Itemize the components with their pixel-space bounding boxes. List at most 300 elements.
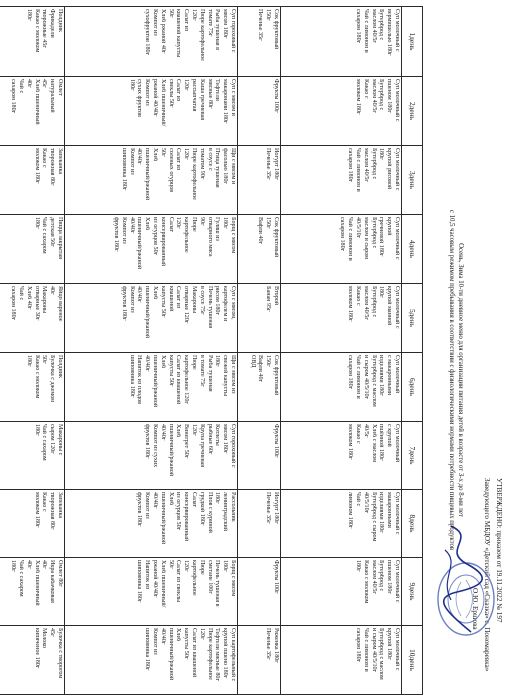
menu-cell bbox=[238, 626, 281, 695]
menu-cell bbox=[65, 422, 238, 490]
menu-cell bbox=[238, 558, 281, 626]
dish-line: Хлеб bbox=[152, 286, 159, 300]
dish-line: Омлет bbox=[57, 79, 63, 96]
menu-cell bbox=[65, 284, 238, 353]
dish-line: и сыром 40/5/10г bbox=[370, 628, 377, 673]
dish-line: 180г bbox=[10, 560, 17, 572]
menu-table bbox=[0, 6, 423, 695]
dish-line: Икра кабачковая bbox=[49, 560, 56, 603]
dish-line: Гуляш из bbox=[214, 217, 221, 241]
dish-line: Фрукты 100г bbox=[273, 560, 279, 594]
dish-line: 180г bbox=[33, 424, 40, 436]
dish-line: Пюре картофельное bbox=[191, 148, 198, 200]
dish-line: Печенье 35г bbox=[265, 492, 272, 524]
dish-line: Бутерброд с сыром bbox=[370, 492, 377, 542]
menu-cell bbox=[238, 215, 281, 284]
menu-cell bbox=[281, 353, 402, 422]
document-title bbox=[447, 170, 465, 590]
dish-line: Винегрет 50г bbox=[183, 424, 190, 459]
snack-row bbox=[0, 7, 65, 695]
dish-line: Бутерброд с bbox=[370, 217, 377, 249]
dish-line: лимоном 180г bbox=[347, 492, 354, 529]
dish-line: квашеной капусты bbox=[175, 9, 182, 58]
menu-cell bbox=[281, 77, 402, 146]
dish-line: картофельное 120г bbox=[183, 355, 190, 404]
menu-cell bbox=[281, 146, 402, 215]
dish-line: шиповника 180г bbox=[136, 560, 143, 603]
dish-line: вермишелью 180г bbox=[386, 9, 393, 56]
menu-cell bbox=[281, 422, 402, 490]
dish-line: соленых огурцов bbox=[167, 148, 174, 193]
dish-line: квашеной bbox=[167, 286, 174, 312]
menu-cell bbox=[281, 626, 402, 695]
dish-line: 120г bbox=[191, 9, 198, 21]
dish-line: Бутерброд с bbox=[378, 79, 385, 111]
dish-line: 180г bbox=[378, 286, 385, 298]
dish-line: Чай с bbox=[355, 492, 362, 507]
dish-line: кипяченое 180г bbox=[33, 628, 40, 669]
menu-cell bbox=[65, 7, 238, 77]
dish-line: Суп молочный с bbox=[394, 560, 400, 603]
dish-line: Хлеб bbox=[159, 355, 166, 369]
dish-line: шиповника 180г bbox=[128, 355, 135, 398]
dish-line: Какао с bbox=[355, 286, 362, 306]
dish-line: Птица тушеная bbox=[214, 148, 221, 188]
dish-line: макаронными bbox=[386, 492, 393, 528]
dish-line: Компот из сухих bbox=[152, 424, 159, 468]
dish-line: Какао с bbox=[355, 424, 362, 444]
dish-line: пшеничный/ржаной 40/40г bbox=[128, 217, 143, 270]
dish-line: Хлеб 40г bbox=[25, 286, 32, 310]
dish-line: молоком 180г bbox=[347, 424, 354, 460]
dish-line: Хлеб пшеничный/ржаной 40/40г bbox=[152, 79, 166, 127]
dish-line: сахаром 180г bbox=[347, 148, 354, 183]
dish-line: рассыпчатая bbox=[191, 79, 198, 112]
dish-line: детская 50г bbox=[49, 217, 56, 247]
dish-line: в соусе 75г bbox=[198, 286, 205, 315]
dish-line: 150г bbox=[265, 217, 272, 229]
dish-line: 120г bbox=[183, 148, 190, 160]
dish-line: Хлеб bbox=[152, 148, 159, 162]
dish-line: из огурцов 50г bbox=[152, 217, 159, 256]
menu-cell bbox=[238, 7, 281, 77]
menu-cell bbox=[0, 146, 65, 215]
dish-line: сахаром 180г bbox=[339, 217, 346, 252]
menu-cell bbox=[0, 77, 65, 146]
menu-cell bbox=[281, 215, 402, 284]
dish-line: сыром 120г bbox=[49, 424, 56, 454]
dish-line: грудкой 180г bbox=[198, 492, 205, 526]
dish-line: Макароны bbox=[191, 286, 198, 314]
dish-line: Чай с лимоном и bbox=[355, 148, 362, 192]
menu-cell bbox=[0, 353, 65, 422]
dish-line: Какао с молоком bbox=[33, 9, 40, 53]
dish-line: Салат из bbox=[183, 9, 190, 32]
dish-line: Хлеб bbox=[167, 492, 174, 506]
dish-line: маслом 40/5г bbox=[362, 286, 369, 320]
dish-line: Чай с лимоном и bbox=[355, 355, 362, 399]
dish-line: Суп молочный с bbox=[394, 492, 400, 535]
menu-cell bbox=[0, 215, 65, 284]
dish-line: Хлеб с маслом bbox=[370, 424, 377, 463]
dish-line: 120г bbox=[191, 424, 198, 436]
menu-cell bbox=[238, 490, 281, 558]
dish-line: Хлеб bbox=[175, 424, 182, 438]
dish-line: Рыба тушеная в bbox=[214, 9, 221, 51]
menu-cell bbox=[281, 558, 402, 626]
dish-line: пшеничный/ржаной 40/40г bbox=[159, 628, 174, 681]
menu-cell bbox=[65, 215, 238, 284]
dish-line: 90г bbox=[198, 217, 205, 226]
dish-line: Чай с сахаром bbox=[41, 424, 48, 461]
dish-line: Чай с сахаром bbox=[18, 560, 25, 597]
dish-line: натуральный bbox=[49, 79, 56, 113]
approval-line-head: Заведующего МБДОУ «Детский сад «Сказка» с. Пономаревка» bbox=[483, 478, 491, 672]
dish-line: Крупа гречневая bbox=[198, 424, 205, 468]
dish-line: Второй bbox=[273, 286, 279, 306]
dish-line: Хлеб bbox=[144, 217, 151, 231]
dish-line: 120г bbox=[175, 217, 182, 229]
menu-cell bbox=[65, 626, 238, 695]
dish-line: мясные 80г bbox=[206, 79, 213, 109]
dish-line: Суп молочный с bbox=[394, 9, 400, 52]
dish-line: фруктов 180г bbox=[120, 286, 127, 321]
dish-line: с крупой bbox=[386, 424, 393, 447]
dish-line: 120г bbox=[183, 560, 190, 572]
menu-cell bbox=[65, 77, 238, 146]
dish-line: в соусе с bbox=[206, 148, 213, 171]
menu-cell bbox=[0, 626, 65, 695]
dish-line: фруктов 180г bbox=[144, 424, 151, 459]
dish-line: Хлеб bbox=[175, 628, 182, 642]
dish-line: картофелем и bbox=[222, 286, 229, 322]
dish-line: фруктов 180г bbox=[136, 492, 143, 527]
dish-line: Пюре bbox=[191, 217, 198, 232]
dish-line: Чай с лимоном и bbox=[347, 217, 354, 261]
dish-line: сахаром 180г bbox=[347, 355, 354, 390]
dish-line: ОВД bbox=[249, 355, 256, 368]
dish-line: 180г bbox=[33, 217, 40, 229]
dish-line: томате 75г bbox=[206, 9, 213, 37]
dish-line: 45г bbox=[49, 628, 56, 637]
approval-line-name: О.Ю. Ершова bbox=[471, 588, 479, 630]
menu-cell bbox=[65, 146, 238, 215]
dish-line: Борщ с мясом bbox=[230, 560, 236, 597]
menu-cell bbox=[281, 284, 402, 353]
dish-line: молоком 180г bbox=[33, 148, 40, 184]
dish-line: сахаром 180г bbox=[10, 286, 17, 321]
dish-line: Сок фруктовый bbox=[273, 9, 279, 50]
dish-line: творожная 80г bbox=[49, 492, 56, 530]
dish-line: 180г bbox=[128, 79, 135, 91]
dish-line: пшеничный/ржаной 40/40г bbox=[136, 286, 151, 339]
dish-line: свежей капусты bbox=[222, 355, 229, 397]
dish-line: Салат bbox=[167, 217, 174, 233]
dish-line: Салат из bbox=[175, 148, 182, 171]
dish-line: консервированный bbox=[183, 492, 190, 542]
dish-line: крупой манной bbox=[386, 286, 393, 326]
menu-body bbox=[0, 7, 402, 695]
day-header-9: 9день bbox=[402, 558, 423, 626]
dish-line: Бутерброд с маслом bbox=[378, 628, 385, 680]
dish-line: пшеном 180г bbox=[386, 560, 393, 594]
dish-line: Фрикадели bbox=[49, 9, 56, 38]
dish-line: Чай с bbox=[18, 286, 25, 301]
dish-line: капусты 50г bbox=[159, 286, 166, 318]
day-header-3: 3день bbox=[402, 146, 423, 215]
dish-line: Суп молочный с bbox=[394, 148, 400, 191]
dish-line: Рыба тушеная bbox=[206, 355, 213, 392]
dish-line: Хлеб пшеничный/ржаной 40/40г bbox=[152, 560, 166, 608]
dish-line: Запеканка bbox=[57, 148, 63, 175]
dish-line: Салат bbox=[191, 492, 198, 508]
dish-line: Салат из bbox=[175, 79, 182, 102]
dish-line: и сыром 40/5/10г bbox=[362, 355, 369, 400]
dish-line: Печенье 35г bbox=[265, 628, 272, 660]
dish-line: сухофруктов 180г bbox=[144, 9, 151, 56]
menu-cell bbox=[65, 558, 238, 626]
dish-line: Компот из bbox=[152, 9, 159, 36]
dish-line: Бутерброд с bbox=[370, 286, 377, 318]
dish-line: картофельное bbox=[183, 217, 190, 253]
dish-line: маслом 40/5г bbox=[370, 79, 377, 113]
dish-line: отварные 30г bbox=[33, 286, 40, 321]
dish-line: Омлет 80г bbox=[57, 560, 63, 587]
dish-line: Полдник bbox=[57, 9, 63, 32]
dish-line: Борщ с мясом bbox=[230, 217, 236, 254]
day-header-1: 1день bbox=[402, 7, 423, 77]
dish-line: сухих фруктов bbox=[136, 79, 143, 117]
dish-line: Котлеты bbox=[214, 424, 221, 446]
menu-cell bbox=[65, 353, 238, 422]
menu-cell bbox=[0, 7, 65, 77]
menu-cell bbox=[238, 422, 281, 490]
dish-line: Бутерброд с bbox=[378, 560, 385, 592]
dish-line: Банан 95г bbox=[265, 286, 272, 312]
dish-line: фасолью 180г bbox=[222, 148, 229, 184]
dish-line: Щи с мясом из bbox=[230, 355, 236, 394]
dish-line: Бутерброд с bbox=[370, 148, 377, 180]
second-breakfast-row bbox=[238, 7, 281, 695]
dish-line: Печенье 35г bbox=[257, 9, 264, 41]
dish-line: 50г bbox=[159, 148, 166, 157]
dish-line: маслом и сыром bbox=[362, 217, 369, 259]
menu-cell bbox=[0, 422, 65, 490]
dish-line: Компот из bbox=[128, 148, 135, 175]
dish-line: Суп с мясом, bbox=[230, 286, 236, 320]
dish-line: макаронами 180г bbox=[222, 79, 229, 124]
title-line-1: Осень, Зима 10-ти дневное меню для организации питания детей в возрасте от 3-х до 8-ми лет bbox=[457, 243, 464, 517]
dish-line: Суп молочный с bbox=[394, 217, 400, 260]
dish-line: сметане 100г bbox=[206, 560, 213, 594]
dish-line: Молоко bbox=[41, 628, 48, 649]
dish-line: Вафли 40г bbox=[257, 355, 264, 382]
dish-line: Макароны с bbox=[57, 424, 63, 456]
dish-line: Какао с bbox=[41, 148, 48, 168]
dish-line: Напиток из плодов bbox=[136, 355, 143, 405]
dish-line: Суп молочный bbox=[394, 424, 400, 463]
dish-line: картофельное bbox=[191, 560, 198, 596]
menu-cell bbox=[281, 7, 402, 77]
dish-line: 40/5г bbox=[362, 424, 369, 438]
dish-line: Сок фруктовый bbox=[273, 355, 279, 396]
approval-line-order: УТВЕРЖДЕНО: приказом от 19.11.2022 № 197 bbox=[495, 478, 503, 623]
dish-line: Компот из bbox=[144, 492, 151, 519]
dish-line: Бутерброд с bbox=[378, 9, 385, 41]
dish-line: Какао с bbox=[362, 79, 369, 99]
dish-line: Булочка с джемом bbox=[49, 355, 56, 403]
menu-cell bbox=[238, 146, 281, 215]
dish-line: 180г bbox=[214, 355, 221, 367]
dish-line: 50г bbox=[167, 9, 174, 18]
dish-line: консервированный bbox=[159, 217, 166, 267]
dish-line: 120г bbox=[183, 79, 190, 91]
dish-line: Яйцо вареное bbox=[57, 286, 63, 322]
dish-line: маслом 40/5г bbox=[362, 148, 369, 182]
title-line-2: с 10,5 часовым режимом пребывания в соответствии с физиологическими нормами потребности пищевых продуктов bbox=[448, 209, 455, 551]
dish-line: молоком 180г bbox=[355, 79, 362, 115]
dish-line: пшеничный/ржаной 40/40г bbox=[136, 148, 151, 201]
dish-line: Вафли 40г bbox=[257, 217, 264, 244]
day-header-8: 8день bbox=[402, 490, 423, 558]
dish-line: Рассольник bbox=[230, 492, 236, 522]
dish-line: Запеканка bbox=[57, 492, 63, 519]
dish-line: пшеном 180г bbox=[386, 79, 393, 113]
dish-line: 150г bbox=[265, 355, 272, 367]
dish-line: Плов с куриной bbox=[206, 492, 213, 533]
dish-line: Салат из свеклы bbox=[175, 560, 182, 603]
menu-cell bbox=[238, 284, 281, 353]
dish-line: изделиями 180г bbox=[378, 355, 385, 396]
dish-line: пшеничный/ржаной 40/40г bbox=[152, 492, 166, 545]
dish-line: творожные 45г bbox=[41, 9, 48, 48]
day-header-10: 10день bbox=[402, 626, 423, 695]
dish-line: 40г bbox=[41, 560, 48, 569]
dish-line: Суп гороховый с bbox=[230, 424, 236, 468]
dish-line: гречневой 180г bbox=[378, 217, 385, 257]
dish-line: Булочка с творогом bbox=[57, 628, 63, 679]
dish-line: отварные 120г bbox=[183, 286, 190, 324]
dish-line: молоком 180г bbox=[347, 286, 354, 322]
dish-line: Чай с bbox=[18, 79, 25, 94]
dish-line: рисом 180г bbox=[214, 286, 221, 315]
dish-line: Йогурт 180г bbox=[273, 148, 279, 180]
dish-line: в томате 75г bbox=[198, 355, 205, 387]
dish-line: Макароны bbox=[41, 286, 48, 314]
dish-line: Ряженка 180г bbox=[273, 628, 279, 663]
menu-cell bbox=[0, 558, 65, 626]
dish-line: крупой пшено 180г bbox=[222, 628, 229, 679]
day-header-5: 5день bbox=[402, 284, 423, 353]
breakfast-row bbox=[281, 7, 402, 695]
dish-line: Чай с лимоном и bbox=[362, 628, 369, 672]
dish-line: Суп молочный с bbox=[394, 628, 400, 671]
dish-line: 150г bbox=[265, 9, 272, 21]
dish-line: Компот из bbox=[144, 79, 151, 106]
menu-cell bbox=[281, 490, 402, 558]
dish-line: Тефтели мясные 80г bbox=[214, 628, 221, 681]
dish-line: Компот из bbox=[128, 286, 135, 313]
dish-line: шиповника 180г bbox=[120, 148, 127, 191]
dish-line: крупой рисовой bbox=[386, 148, 393, 190]
dish-line: Суп гороховый с bbox=[230, 9, 236, 53]
dish-line: пшённой 180г bbox=[378, 424, 385, 461]
dish-line: Суп молочный bbox=[394, 355, 400, 394]
dish-line: 120г bbox=[198, 628, 205, 640]
dish-line: Суп молочный с bbox=[394, 286, 400, 329]
dish-line: рыбные 60г bbox=[206, 424, 213, 455]
dish-line: капусты 50г bbox=[167, 355, 174, 387]
dish-line: сахаром 180г bbox=[10, 79, 17, 114]
dish-line: сахаром 180г bbox=[355, 628, 362, 663]
day-header-6: 6день bbox=[402, 353, 423, 422]
menu-cell bbox=[238, 77, 281, 146]
dish-line: Какао с молоком bbox=[33, 355, 40, 399]
dish-line: Пюре bbox=[198, 560, 205, 575]
dish-line: томатом 90г bbox=[198, 148, 205, 180]
menu-cell bbox=[0, 490, 65, 558]
dish-line: Полдник bbox=[57, 355, 63, 378]
dish-line: мясом 180г bbox=[222, 424, 229, 454]
dish-line: 180г bbox=[25, 355, 32, 367]
day-header-row bbox=[402, 7, 423, 695]
dish-line: Суп молочный с bbox=[394, 79, 400, 122]
dish-line: Фрукты 100г bbox=[273, 79, 279, 113]
dish-line: Хлеб пшеничный bbox=[33, 560, 40, 606]
dish-line: ленинградский bbox=[222, 492, 229, 532]
dish-line: Хлеб ржаной 40г bbox=[159, 9, 166, 54]
dish-line: маслом 40/5г bbox=[370, 9, 377, 43]
dish-line: 180г bbox=[25, 9, 32, 21]
menu-cell bbox=[0, 284, 65, 353]
dish-line: крупой bbox=[386, 217, 393, 236]
day-header-4: 4день bbox=[402, 215, 423, 284]
dish-line: творожная 80г bbox=[49, 148, 56, 186]
dish-line: Печенье 35г bbox=[265, 148, 272, 180]
dish-line: 40г bbox=[25, 560, 32, 569]
day-header-7: 7день bbox=[402, 422, 423, 490]
lunch-row bbox=[65, 7, 238, 695]
dish-line: 180г bbox=[355, 560, 362, 572]
dish-line: фруктов 180г bbox=[113, 217, 120, 252]
dish-line: Пюре картофельное bbox=[206, 628, 213, 680]
dish-line: маслом 40/5г bbox=[370, 560, 377, 594]
dish-line: Тефтели bbox=[214, 79, 221, 101]
dish-line: Чай с лимоном и bbox=[362, 9, 369, 53]
dish-line: Пицца закрытая bbox=[57, 217, 63, 259]
dish-line: Пюре картофельное bbox=[198, 9, 205, 61]
dish-line: изделиями 180г bbox=[378, 492, 385, 533]
dish-line: из огурцов 50г bbox=[175, 492, 182, 531]
dish-line: Щи с мясом и bbox=[230, 148, 236, 185]
dish-line: Какао с bbox=[41, 492, 48, 512]
dish-line: 180г bbox=[378, 148, 385, 160]
dish-line: Бутерброд с маслом bbox=[370, 355, 377, 407]
dish-line: Какао с молоком bbox=[362, 560, 369, 604]
dish-line: Чай с сахаром bbox=[41, 217, 48, 254]
dish-line: Компот из bbox=[152, 628, 159, 655]
dish-line: 45г bbox=[41, 79, 48, 88]
dish-line: Салат из квашеной bbox=[175, 355, 182, 405]
dish-line: Салат из квашеной bbox=[191, 628, 198, 678]
menu-cell bbox=[238, 353, 281, 422]
dish-line: молоком 180г bbox=[33, 492, 40, 528]
dish-line: 40/5/10г bbox=[362, 492, 369, 514]
dish-line: крупой 180г bbox=[386, 628, 393, 660]
dish-line: 50г bbox=[41, 355, 48, 364]
dish-line: сахаром 180г bbox=[355, 9, 362, 44]
menu-cell bbox=[65, 490, 238, 558]
